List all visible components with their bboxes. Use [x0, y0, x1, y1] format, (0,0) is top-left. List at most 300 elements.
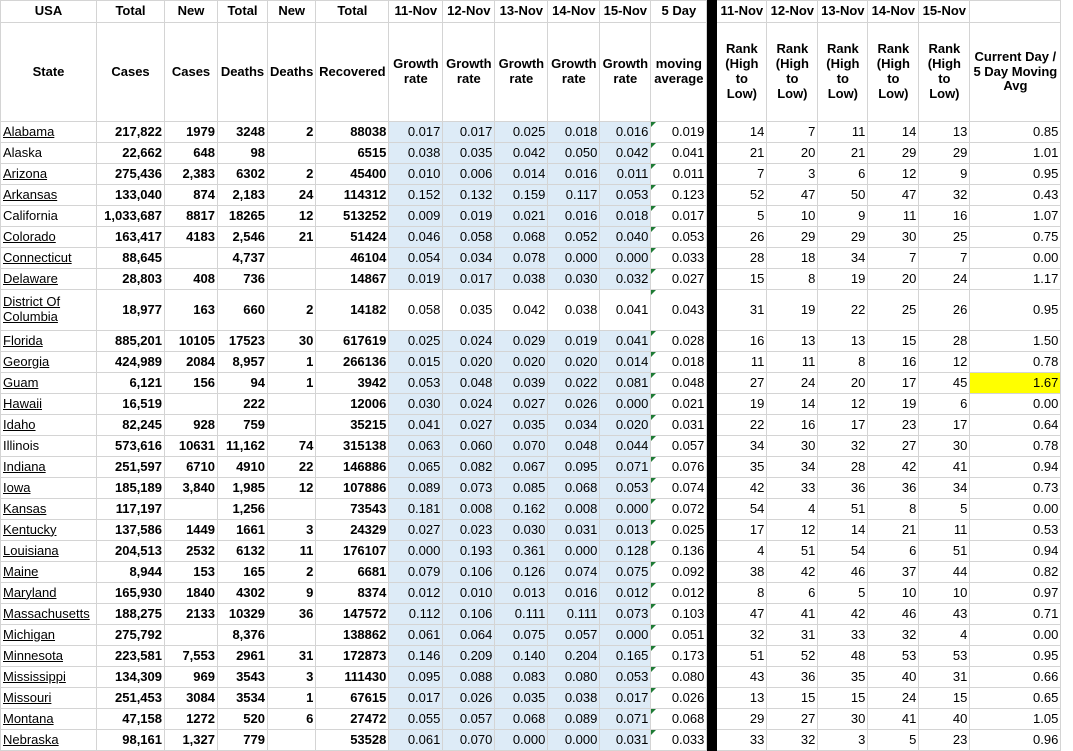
state-link-cell[interactable]: Florida — [1, 331, 97, 352]
rank-cell[interactable]: 15 — [767, 688, 818, 709]
moving-average-cell[interactable]: 0.027 — [651, 269, 707, 290]
growth-rate-cell[interactable]: 0.014 — [600, 352, 651, 373]
col-header[interactable]: Rank (High to Low) — [919, 23, 970, 122]
rank-cell[interactable]: 10 — [919, 583, 970, 604]
growth-rate-cell[interactable]: 0.048 — [443, 373, 495, 394]
current-to-average-cell[interactable]: 0.95 — [970, 646, 1061, 667]
growth-rate-cell[interactable]: 0.000 — [548, 541, 600, 562]
growth-rate-cell[interactable]: 0.146 — [389, 646, 443, 667]
rank-cell[interactable]: 28 — [717, 248, 767, 269]
growth-rate-cell[interactable]: 0.018 — [600, 206, 651, 227]
growth-rate-cell[interactable]: 0.061 — [389, 625, 443, 646]
growth-rate-cell[interactable]: 0.031 — [548, 520, 600, 541]
growth-rate-cell[interactable]: 0.027 — [495, 394, 548, 415]
col-header[interactable]: Recovered — [316, 23, 389, 122]
moving-average-cell[interactable]: 0.031 — [651, 415, 707, 436]
rank-cell[interactable]: 29 — [919, 143, 970, 164]
current-to-average-cell[interactable]: 1.01 — [970, 143, 1061, 164]
current-to-average-cell[interactable]: 1.07 — [970, 206, 1061, 227]
growth-rate-cell[interactable]: 0.128 — [600, 541, 651, 562]
rank-cell[interactable]: 21 — [717, 143, 767, 164]
current-to-average-cell[interactable]: 0.95 — [970, 164, 1061, 185]
total-deaths-cell[interactable]: 8,376 — [218, 625, 268, 646]
total-deaths-cell[interactable]: 660 — [218, 290, 268, 331]
current-to-average-cell[interactable]: 0.00 — [970, 394, 1061, 415]
total-cases-cell[interactable]: 885,201 — [97, 331, 165, 352]
new-deaths-cell[interactable]: 2 — [268, 562, 316, 583]
state-link-cell[interactable]: Kentucky — [1, 520, 97, 541]
growth-rate-cell[interactable]: 0.078 — [495, 248, 548, 269]
col-header[interactable]: Rank (High to Low) — [717, 23, 767, 122]
current-to-average-cell[interactable]: 0.66 — [970, 667, 1061, 688]
growth-rate-cell[interactable]: 0.038 — [548, 688, 600, 709]
current-to-average-cell[interactable]: 0.78 — [970, 436, 1061, 457]
moving-average-cell[interactable]: 0.019 — [651, 122, 707, 143]
rank-cell[interactable]: 25 — [919, 227, 970, 248]
rank-cell[interactable]: 19 — [868, 394, 919, 415]
moving-average-cell[interactable]: 0.173 — [651, 646, 707, 667]
growth-rate-cell[interactable]: 0.106 — [443, 604, 495, 625]
rank-cell[interactable]: 5 — [919, 499, 970, 520]
total-cases-cell[interactable]: 133,040 — [97, 185, 165, 206]
state-link-cell[interactable]: Alaska — [1, 143, 97, 164]
growth-rate-cell[interactable]: 0.073 — [443, 478, 495, 499]
moving-average-cell[interactable]: 0.072 — [651, 499, 707, 520]
total-cases-cell[interactable]: 185,189 — [97, 478, 165, 499]
rank-cell[interactable]: 5 — [868, 730, 919, 751]
growth-rate-cell[interactable]: 0.058 — [443, 227, 495, 248]
total-deaths-cell[interactable]: 759 — [218, 415, 268, 436]
state-link-cell[interactable]: Missouri — [1, 688, 97, 709]
total-deaths-cell[interactable]: 6132 — [218, 541, 268, 562]
growth-rate-cell[interactable]: 0.070 — [443, 730, 495, 751]
growth-rate-cell[interactable]: 0.075 — [495, 625, 548, 646]
growth-rate-cell[interactable]: 0.053 — [389, 373, 443, 394]
growth-rate-cell[interactable]: 0.019 — [389, 269, 443, 290]
rank-cell[interactable]: 48 — [818, 646, 868, 667]
total-deaths-cell[interactable]: 6302 — [218, 164, 268, 185]
moving-average-cell[interactable]: 0.080 — [651, 667, 707, 688]
growth-rate-cell[interactable]: 0.060 — [443, 436, 495, 457]
growth-rate-cell[interactable]: 0.031 — [600, 730, 651, 751]
new-deaths-cell[interactable] — [268, 730, 316, 751]
growth-rate-cell[interactable]: 0.034 — [548, 415, 600, 436]
current-to-average-cell[interactable]: 0.94 — [970, 541, 1061, 562]
recovered-cell[interactable]: 617619 — [316, 331, 389, 352]
total-cases-cell[interactable]: 16,519 — [97, 394, 165, 415]
rank-cell[interactable]: 10 — [767, 206, 818, 227]
growth-rate-cell[interactable]: 0.057 — [443, 709, 495, 730]
rank-cell[interactable]: 53 — [868, 646, 919, 667]
growth-rate-cell[interactable]: 0.073 — [600, 604, 651, 625]
recovered-cell[interactable]: 35215 — [316, 415, 389, 436]
recovered-cell[interactable]: 147572 — [316, 604, 389, 625]
rank-cell[interactable]: 40 — [919, 709, 970, 730]
rank-cell[interactable]: 15 — [868, 331, 919, 352]
col-header[interactable]: Total — [97, 1, 165, 23]
moving-average-cell[interactable]: 0.025 — [651, 520, 707, 541]
current-to-average-cell[interactable]: 0.73 — [970, 478, 1061, 499]
moving-average-cell[interactable]: 0.136 — [651, 541, 707, 562]
current-to-average-cell[interactable]: 0.65 — [970, 688, 1061, 709]
growth-rate-cell[interactable]: 0.075 — [600, 562, 651, 583]
growth-rate-cell[interactable]: 0.016 — [548, 206, 600, 227]
rank-cell[interactable]: 8 — [868, 499, 919, 520]
growth-rate-cell[interactable]: 0.074 — [548, 562, 600, 583]
new-deaths-cell[interactable]: 3 — [268, 520, 316, 541]
moving-average-cell[interactable]: 0.033 — [651, 248, 707, 269]
current-to-average-cell[interactable]: 0.64 — [970, 415, 1061, 436]
new-cases-cell[interactable]: 1,327 — [165, 730, 218, 751]
recovered-cell[interactable]: 6515 — [316, 143, 389, 164]
total-deaths-cell[interactable]: 4910 — [218, 457, 268, 478]
state-link-cell[interactable]: Colorado — [1, 227, 97, 248]
new-deaths-cell[interactable]: 2 — [268, 164, 316, 185]
growth-rate-cell[interactable]: 0.011 — [600, 164, 651, 185]
growth-rate-cell[interactable]: 0.088 — [443, 667, 495, 688]
new-deaths-cell[interactable] — [268, 143, 316, 164]
rank-cell[interactable]: 22 — [717, 415, 767, 436]
moving-average-cell[interactable]: 0.026 — [651, 688, 707, 709]
rank-cell[interactable]: 11 — [919, 520, 970, 541]
rank-cell[interactable]: 4 — [919, 625, 970, 646]
rank-cell[interactable]: 19 — [767, 290, 818, 331]
new-deaths-cell[interactable]: 12 — [268, 478, 316, 499]
moving-average-cell[interactable]: 0.043 — [651, 290, 707, 331]
growth-rate-cell[interactable]: 0.012 — [389, 583, 443, 604]
total-deaths-cell[interactable]: 3534 — [218, 688, 268, 709]
new-deaths-cell[interactable]: 2 — [268, 122, 316, 143]
growth-rate-cell[interactable]: 0.055 — [389, 709, 443, 730]
growth-rate-cell[interactable]: 0.022 — [548, 373, 600, 394]
rank-cell[interactable]: 42 — [818, 604, 868, 625]
state-link-cell[interactable]: Iowa — [1, 478, 97, 499]
new-cases-cell[interactable]: 7,553 — [165, 646, 218, 667]
current-to-average-cell[interactable]: 1.50 — [970, 331, 1061, 352]
rank-cell[interactable]: 33 — [767, 478, 818, 499]
growth-rate-cell[interactable]: 0.017 — [389, 122, 443, 143]
rank-cell[interactable]: 8 — [818, 352, 868, 373]
recovered-cell[interactable]: 45400 — [316, 164, 389, 185]
growth-rate-cell[interactable]: 0.026 — [443, 688, 495, 709]
col-header[interactable]: 5 Day — [651, 1, 707, 23]
recovered-cell[interactable]: 51424 — [316, 227, 389, 248]
total-cases-cell[interactable]: 18,977 — [97, 290, 165, 331]
rank-cell[interactable]: 31 — [717, 290, 767, 331]
recovered-cell[interactable]: 315138 — [316, 436, 389, 457]
growth-rate-cell[interactable]: 0.038 — [548, 290, 600, 331]
current-to-average-cell[interactable]: 0.71 — [970, 604, 1061, 625]
col-header[interactable]: New — [268, 1, 316, 23]
growth-rate-cell[interactable]: 0.053 — [600, 667, 651, 688]
rank-cell[interactable]: 44 — [919, 562, 970, 583]
moving-average-cell[interactable]: 0.048 — [651, 373, 707, 394]
moving-average-cell[interactable]: 0.017 — [651, 206, 707, 227]
col-header[interactable]: Growth rate — [548, 23, 600, 122]
state-link-cell[interactable]: Maryland — [1, 583, 97, 604]
new-cases-cell[interactable]: 1449 — [165, 520, 218, 541]
total-cases-cell[interactable]: 573,616 — [97, 436, 165, 457]
total-deaths-cell[interactable]: 1,985 — [218, 478, 268, 499]
growth-rate-cell[interactable]: 0.111 — [548, 604, 600, 625]
total-deaths-cell[interactable]: 3248 — [218, 122, 268, 143]
new-cases-cell[interactable] — [165, 499, 218, 520]
moving-average-cell[interactable]: 0.028 — [651, 331, 707, 352]
rank-cell[interactable]: 29 — [818, 227, 868, 248]
rank-cell[interactable]: 47 — [717, 604, 767, 625]
growth-rate-cell[interactable]: 0.017 — [389, 688, 443, 709]
current-to-average-cell[interactable]: 0.82 — [970, 562, 1061, 583]
rank-cell[interactable]: 33 — [717, 730, 767, 751]
rank-cell[interactable]: 3 — [767, 164, 818, 185]
growth-rate-cell[interactable]: 0.079 — [389, 562, 443, 583]
growth-rate-cell[interactable]: 0.026 — [548, 394, 600, 415]
rank-cell[interactable]: 13 — [919, 122, 970, 143]
growth-rate-cell[interactable]: 0.209 — [443, 646, 495, 667]
total-deaths-cell[interactable]: 165 — [218, 562, 268, 583]
recovered-cell[interactable]: 88038 — [316, 122, 389, 143]
rank-cell[interactable]: 13 — [717, 688, 767, 709]
current-to-average-cell[interactable]: 0.75 — [970, 227, 1061, 248]
col-header[interactable]: 11-Nov — [389, 1, 443, 23]
total-deaths-cell[interactable]: 18265 — [218, 206, 268, 227]
rank-cell[interactable]: 51 — [717, 646, 767, 667]
col-header[interactable]: Rank (High to Low) — [868, 23, 919, 122]
moving-average-cell[interactable]: 0.092 — [651, 562, 707, 583]
rank-cell[interactable]: 6 — [868, 541, 919, 562]
rank-cell[interactable]: 12 — [818, 394, 868, 415]
col-header[interactable]: 14-Nov — [868, 1, 919, 23]
growth-rate-cell[interactable]: 0.089 — [548, 709, 600, 730]
moving-average-cell[interactable]: 0.041 — [651, 143, 707, 164]
current-to-average-cell[interactable]: 0.43 — [970, 185, 1061, 206]
growth-rate-cell[interactable]: 0.083 — [495, 667, 548, 688]
current-to-average-cell[interactable]: 0.97 — [970, 583, 1061, 604]
growth-rate-cell[interactable]: 0.030 — [548, 269, 600, 290]
growth-rate-cell[interactable]: 0.035 — [443, 290, 495, 331]
new-cases-cell[interactable]: 153 — [165, 562, 218, 583]
rank-cell[interactable]: 27 — [767, 709, 818, 730]
growth-rate-cell[interactable]: 0.095 — [548, 457, 600, 478]
growth-rate-cell[interactable]: 0.000 — [389, 541, 443, 562]
rank-cell[interactable]: 45 — [919, 373, 970, 394]
rank-cell[interactable]: 46 — [818, 562, 868, 583]
new-deaths-cell[interactable]: 30 — [268, 331, 316, 352]
growth-rate-cell[interactable]: 0.052 — [548, 227, 600, 248]
col-header[interactable]: 12-Nov — [767, 1, 818, 23]
rank-cell[interactable]: 35 — [717, 457, 767, 478]
rank-cell[interactable]: 8 — [717, 583, 767, 604]
growth-rate-cell[interactable]: 0.126 — [495, 562, 548, 583]
new-deaths-cell[interactable]: 31 — [268, 646, 316, 667]
rank-cell[interactable]: 36 — [767, 667, 818, 688]
growth-rate-cell[interactable]: 0.000 — [600, 394, 651, 415]
growth-rate-cell[interactable]: 0.054 — [389, 248, 443, 269]
total-deaths-cell[interactable]: 520 — [218, 709, 268, 730]
current-to-average-cell[interactable]: 0.96 — [970, 730, 1061, 751]
growth-rate-cell[interactable]: 0.000 — [600, 248, 651, 269]
rank-cell[interactable]: 34 — [767, 457, 818, 478]
growth-rate-cell[interactable]: 0.361 — [495, 541, 548, 562]
rank-cell[interactable]: 4 — [767, 499, 818, 520]
rank-cell[interactable]: 6 — [919, 394, 970, 415]
growth-rate-cell[interactable]: 0.048 — [548, 436, 600, 457]
rank-cell[interactable]: 28 — [919, 331, 970, 352]
rank-cell[interactable]: 47 — [767, 185, 818, 206]
new-cases-cell[interactable]: 163 — [165, 290, 218, 331]
current-to-average-cell[interactable]: 0.95 — [970, 290, 1061, 331]
growth-rate-cell[interactable]: 0.082 — [443, 457, 495, 478]
new-deaths-cell[interactable] — [268, 415, 316, 436]
state-link-cell[interactable]: Delaware — [1, 269, 97, 290]
moving-average-cell[interactable]: 0.068 — [651, 709, 707, 730]
rank-cell[interactable]: 14 — [818, 520, 868, 541]
growth-rate-cell[interactable]: 0.080 — [548, 667, 600, 688]
rank-cell[interactable]: 41 — [767, 604, 818, 625]
rank-cell[interactable]: 38 — [717, 562, 767, 583]
col-header[interactable]: Growth rate — [600, 23, 651, 122]
recovered-cell[interactable]: 6681 — [316, 562, 389, 583]
state-link-cell[interactable]: Montana — [1, 709, 97, 730]
rank-cell[interactable]: 47 — [868, 185, 919, 206]
rank-cell[interactable]: 24 — [919, 269, 970, 290]
rank-cell[interactable]: 20 — [868, 269, 919, 290]
col-header[interactable]: Current Day / 5 Day Moving Avg — [970, 23, 1061, 122]
total-cases-cell[interactable]: 1,033,687 — [97, 206, 165, 227]
current-to-average-cell[interactable]: 0.53 — [970, 520, 1061, 541]
col-header[interactable]: moving average — [651, 23, 707, 122]
total-cases-cell[interactable]: 188,275 — [97, 604, 165, 625]
total-cases-cell[interactable]: 82,245 — [97, 415, 165, 436]
recovered-cell[interactable]: 73543 — [316, 499, 389, 520]
current-to-average-cell[interactable]: 1.17 — [970, 269, 1061, 290]
rank-cell[interactable]: 32 — [868, 625, 919, 646]
total-cases-cell[interactable]: 204,513 — [97, 541, 165, 562]
total-cases-cell[interactable]: 163,417 — [97, 227, 165, 248]
growth-rate-cell[interactable]: 0.016 — [600, 122, 651, 143]
rank-cell[interactable]: 36 — [818, 478, 868, 499]
current-to-average-cell[interactable]: 1.67 — [970, 373, 1061, 394]
total-deaths-cell[interactable]: 2961 — [218, 646, 268, 667]
rank-cell[interactable]: 31 — [767, 625, 818, 646]
total-cases-cell[interactable]: 134,309 — [97, 667, 165, 688]
new-cases-cell[interactable]: 648 — [165, 143, 218, 164]
growth-rate-cell[interactable]: 0.053 — [600, 478, 651, 499]
recovered-cell[interactable]: 14867 — [316, 269, 389, 290]
rank-cell[interactable]: 34 — [818, 248, 868, 269]
col-header[interactable]: New — [165, 1, 218, 23]
recovered-cell[interactable]: 53528 — [316, 730, 389, 751]
total-deaths-cell[interactable]: 3543 — [218, 667, 268, 688]
rank-cell[interactable]: 33 — [818, 625, 868, 646]
growth-rate-cell[interactable]: 0.015 — [389, 352, 443, 373]
total-cases-cell[interactable]: 223,581 — [97, 646, 165, 667]
state-link-cell[interactable]: Illinois — [1, 436, 97, 457]
rank-cell[interactable]: 29 — [767, 227, 818, 248]
growth-rate-cell[interactable]: 0.046 — [389, 227, 443, 248]
rank-cell[interactable]: 30 — [818, 709, 868, 730]
growth-rate-cell[interactable]: 0.035 — [495, 688, 548, 709]
total-deaths-cell[interactable]: 4302 — [218, 583, 268, 604]
rank-cell[interactable]: 43 — [717, 667, 767, 688]
growth-rate-cell[interactable]: 0.020 — [600, 415, 651, 436]
growth-rate-cell[interactable]: 0.089 — [389, 478, 443, 499]
rank-cell[interactable]: 42 — [868, 457, 919, 478]
growth-rate-cell[interactable]: 0.111 — [495, 604, 548, 625]
new-cases-cell[interactable]: 1272 — [165, 709, 218, 730]
state-link-cell[interactable]: Connecticut — [1, 248, 97, 269]
moving-average-cell[interactable]: 0.033 — [651, 730, 707, 751]
rank-cell[interactable]: 14 — [868, 122, 919, 143]
growth-rate-cell[interactable]: 0.029 — [495, 331, 548, 352]
growth-rate-cell[interactable]: 0.012 — [600, 583, 651, 604]
growth-rate-cell[interactable]: 0.050 — [548, 143, 600, 164]
state-link-cell[interactable]: Minnesota — [1, 646, 97, 667]
new-cases-cell[interactable] — [165, 394, 218, 415]
rank-cell[interactable]: 40 — [868, 667, 919, 688]
rank-cell[interactable]: 51 — [818, 499, 868, 520]
growth-rate-cell[interactable]: 0.000 — [495, 730, 548, 751]
col-header[interactable]: 12-Nov — [443, 1, 495, 23]
total-cases-cell[interactable]: 251,453 — [97, 688, 165, 709]
new-cases-cell[interactable]: 874 — [165, 185, 218, 206]
rank-cell[interactable]: 24 — [767, 373, 818, 394]
growth-rate-cell[interactable]: 0.038 — [495, 269, 548, 290]
new-deaths-cell[interactable]: 1 — [268, 352, 316, 373]
growth-rate-cell[interactable]: 0.058 — [389, 290, 443, 331]
new-cases-cell[interactable]: 10631 — [165, 436, 218, 457]
growth-rate-cell[interactable]: 0.106 — [443, 562, 495, 583]
rank-cell[interactable]: 34 — [919, 478, 970, 499]
new-deaths-cell[interactable]: 74 — [268, 436, 316, 457]
new-cases-cell[interactable]: 2084 — [165, 352, 218, 373]
rank-cell[interactable]: 23 — [919, 730, 970, 751]
total-deaths-cell[interactable]: 8,957 — [218, 352, 268, 373]
current-to-average-cell[interactable]: 0.00 — [970, 248, 1061, 269]
rank-cell[interactable]: 23 — [868, 415, 919, 436]
rank-cell[interactable]: 30 — [919, 436, 970, 457]
growth-rate-cell[interactable]: 0.010 — [389, 164, 443, 185]
growth-rate-cell[interactable]: 0.000 — [600, 625, 651, 646]
total-deaths-cell[interactable]: 11,162 — [218, 436, 268, 457]
rank-cell[interactable]: 20 — [818, 373, 868, 394]
rank-cell[interactable]: 11 — [717, 352, 767, 373]
growth-rate-cell[interactable]: 0.024 — [443, 394, 495, 415]
recovered-cell[interactable]: 138862 — [316, 625, 389, 646]
new-cases-cell[interactable]: 969 — [165, 667, 218, 688]
growth-rate-cell[interactable]: 0.095 — [389, 667, 443, 688]
growth-rate-cell[interactable]: 0.070 — [495, 436, 548, 457]
rank-cell[interactable]: 11 — [767, 352, 818, 373]
new-cases-cell[interactable]: 2133 — [165, 604, 218, 625]
total-deaths-cell[interactable]: 779 — [218, 730, 268, 751]
rank-cell[interactable]: 17 — [818, 415, 868, 436]
total-cases-cell[interactable]: 8,944 — [97, 562, 165, 583]
current-to-average-cell[interactable]: 0.94 — [970, 457, 1061, 478]
state-link-cell[interactable]: Kansas — [1, 499, 97, 520]
growth-rate-cell[interactable]: 0.063 — [389, 436, 443, 457]
growth-rate-cell[interactable]: 0.065 — [389, 457, 443, 478]
recovered-cell[interactable]: 513252 — [316, 206, 389, 227]
new-cases-cell[interactable]: 1979 — [165, 122, 218, 143]
growth-rate-cell[interactable]: 0.132 — [443, 185, 495, 206]
col-header[interactable]: Total — [218, 1, 268, 23]
growth-rate-cell[interactable]: 0.140 — [495, 646, 548, 667]
growth-rate-cell[interactable]: 0.068 — [548, 478, 600, 499]
rank-cell[interactable]: 16 — [717, 331, 767, 352]
moving-average-cell[interactable]: 0.053 — [651, 227, 707, 248]
state-link-cell[interactable]: Massachusetts — [1, 604, 97, 625]
